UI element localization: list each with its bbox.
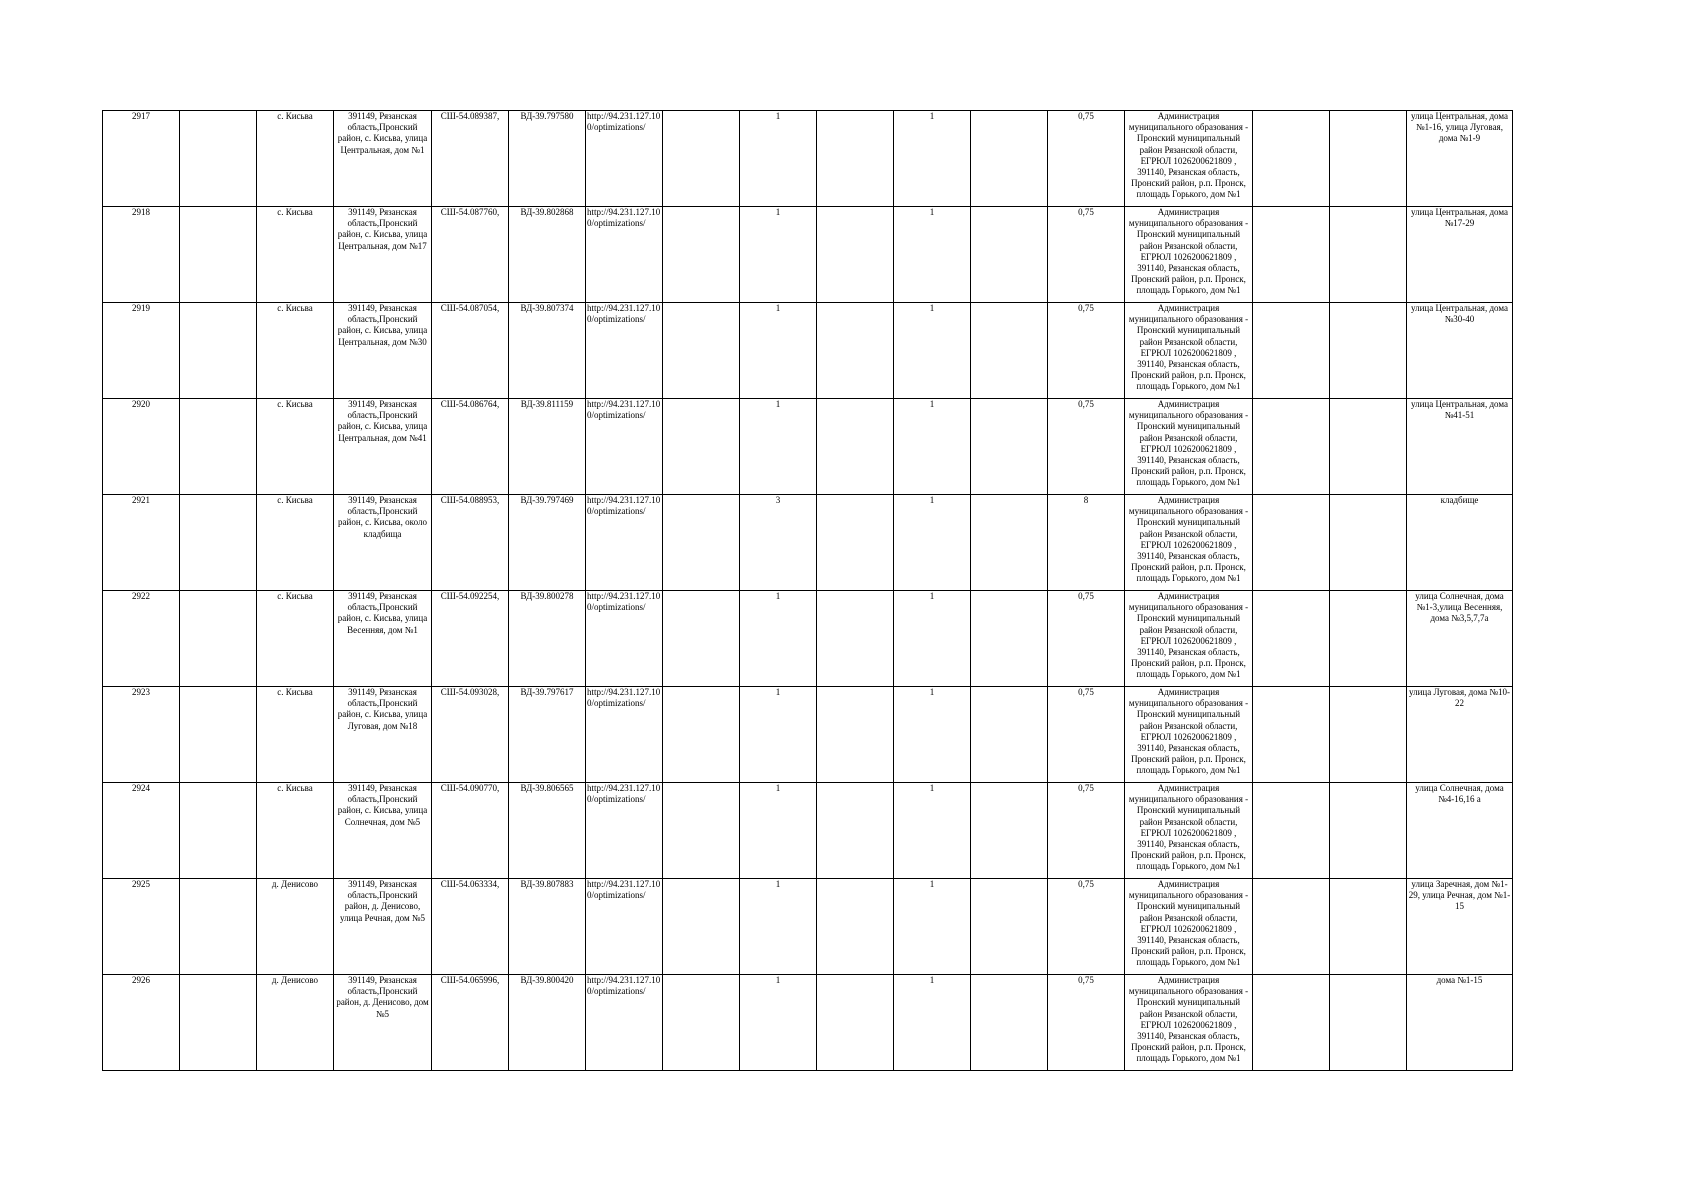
settlement-cell: с. Кисьва <box>257 111 334 207</box>
row-number: 2924 <box>103 783 180 879</box>
owner-cell: Администрация муниципального образования - Пронский муниципальный район Рязанской области, ЕГРЮЛ 1026200621809 , 391140, Рязанская область, Пронский район, р.п. Пронск, площадь Горького, дом №1 <box>1125 495 1253 591</box>
longitude-cell: ВД-39.797469 <box>509 495 586 591</box>
latitude-cell: СШ-54.089387, <box>432 111 509 207</box>
empty-cell <box>180 879 257 975</box>
count-cell: 1 <box>894 111 971 207</box>
address-cell: 391149, Рязанская область,Пронский район, с. Кисьва, улица Луговая, дом №18 <box>334 687 432 783</box>
latitude-cell: СШ-54.063334, <box>432 879 509 975</box>
row-number: 2917 <box>103 111 180 207</box>
volume-cell: 0,75 <box>1048 399 1125 495</box>
count-cell: 1 <box>894 207 971 303</box>
latitude-cell: СШ-54.088953, <box>432 495 509 591</box>
empty-cell <box>180 591 257 687</box>
empty-cell <box>971 303 1048 399</box>
empty-cell <box>971 207 1048 303</box>
longitude-cell: ВД-39.797617 <box>509 687 586 783</box>
address-cell: 391149, Рязанская область,Пронский район, с. Кисьва, улица Весенняя, дом №1 <box>334 591 432 687</box>
empty-cell <box>180 495 257 591</box>
empty-cell <box>663 879 740 975</box>
count-cell: 1 <box>740 303 817 399</box>
empty-cell <box>180 207 257 303</box>
empty-cell <box>971 591 1048 687</box>
empty-cell <box>1330 495 1407 591</box>
empty-cell <box>817 591 894 687</box>
empty-cell <box>1330 687 1407 783</box>
served-objects-cell: улица Центральная, дома №17-29 <box>1407 207 1513 303</box>
count-cell: 1 <box>894 591 971 687</box>
longitude-cell: ВД-39.800278 <box>509 591 586 687</box>
table-row <box>103 783 1513 879</box>
count-cell: 1 <box>740 879 817 975</box>
empty-cell <box>817 975 894 1071</box>
owner-cell: Администрация муниципального образования - Пронский муниципальный район Рязанской области, ЕГРЮЛ 1026200621809 , 391140, Рязанская область, Пронский район, р.п. Пронск, площадь Горького, дом №1 <box>1125 975 1253 1071</box>
empty-cell <box>1330 399 1407 495</box>
count-cell: 1 <box>740 399 817 495</box>
served-objects-cell: улица Центральная, дома №30-40 <box>1407 303 1513 399</box>
empty-cell <box>1253 687 1330 783</box>
empty-cell <box>971 687 1048 783</box>
address-cell: 391149, Рязанская область,Пронский район, с. Кисьва, улица Солнечная, дом №5 <box>334 783 432 879</box>
volume-cell: 0,75 <box>1048 879 1125 975</box>
table-row <box>103 399 1513 495</box>
count-cell: 1 <box>740 975 817 1071</box>
empty-cell <box>971 495 1048 591</box>
owner-cell: Администрация муниципального образования - Пронский муниципальный район Рязанской области, ЕГРЮЛ 1026200621809 , 391140, Рязанская область, Пронский район, р.п. Пронск, площадь Горького, дом №1 <box>1125 687 1253 783</box>
row-number: 2920 <box>103 399 180 495</box>
settlement-cell: д. Денисово <box>257 975 334 1071</box>
count-cell: 1 <box>740 783 817 879</box>
empty-cell <box>663 495 740 591</box>
empty-cell <box>180 111 257 207</box>
address-cell: 391149, Рязанская область,Пронский район, с. Кисьва, улица Центральная, дом №41 <box>334 399 432 495</box>
empty-cell <box>663 111 740 207</box>
owner-cell: Администрация муниципального образования - Пронский муниципальный район Рязанской области, ЕГРЮЛ 1026200621809 , 391140, Рязанская область, Пронский район, р.п. Пронск, площадь Горького, дом №1 <box>1125 591 1253 687</box>
count-cell: 1 <box>894 879 971 975</box>
count-cell: 1 <box>740 687 817 783</box>
empty-cell <box>817 303 894 399</box>
empty-cell <box>817 495 894 591</box>
owner-cell: Администрация муниципального образования - Пронский муниципальный район Рязанской области, ЕГРЮЛ 1026200621809 , 391140, Рязанская область, Пронский район, р.п. Пронск, площадь Горького, дом №1 <box>1125 111 1253 207</box>
served-objects-cell: улица Солнечная, дома №1-3,улица Весенняя, дома №3,5,7,7а <box>1407 591 1513 687</box>
empty-cell <box>1253 111 1330 207</box>
count-cell: 1 <box>740 591 817 687</box>
empty-cell <box>1330 879 1407 975</box>
link-cell: http://94.231.127.100/optimizations/ <box>586 207 663 303</box>
volume-cell: 0,75 <box>1048 207 1125 303</box>
empty-cell <box>180 975 257 1071</box>
empty-cell <box>663 207 740 303</box>
empty-cell <box>180 303 257 399</box>
empty-cell <box>971 399 1048 495</box>
empty-cell <box>663 591 740 687</box>
volume-cell: 0,75 <box>1048 783 1125 879</box>
count-cell: 1 <box>894 975 971 1071</box>
count-cell: 1 <box>894 495 971 591</box>
table-row <box>103 207 1513 303</box>
table-row <box>103 879 1513 975</box>
registry-body <box>103 111 1513 1071</box>
empty-cell <box>971 111 1048 207</box>
empty-cell <box>1330 783 1407 879</box>
empty-cell <box>817 207 894 303</box>
empty-cell <box>1330 111 1407 207</box>
count-cell: 3 <box>740 495 817 591</box>
longitude-cell: ВД-39.800420 <box>509 975 586 1071</box>
link-cell: http://94.231.127.100/optimizations/ <box>586 495 663 591</box>
empty-cell <box>817 879 894 975</box>
link-cell: http://94.231.127.100/optimizations/ <box>586 591 663 687</box>
latitude-cell: СШ-54.065996, <box>432 975 509 1071</box>
volume-cell: 0,75 <box>1048 303 1125 399</box>
longitude-cell: ВД-39.802868 <box>509 207 586 303</box>
settlement-cell: с. Кисьва <box>257 399 334 495</box>
settlement-cell: с. Кисьва <box>257 303 334 399</box>
empty-cell <box>663 687 740 783</box>
volume-cell: 0,75 <box>1048 111 1125 207</box>
address-cell: 391149, Рязанская область,Пронский район, с. Кисьва, улица Центральная, дом №30 <box>334 303 432 399</box>
empty-cell <box>180 783 257 879</box>
settlement-cell: с. Кисьва <box>257 495 334 591</box>
empty-cell <box>1330 303 1407 399</box>
empty-cell <box>971 975 1048 1071</box>
longitude-cell: ВД-39.811159 <box>509 399 586 495</box>
empty-cell <box>1253 399 1330 495</box>
link-cell: http://94.231.127.100/optimizations/ <box>586 399 663 495</box>
address-cell: 391149, Рязанская область,Пронский район, с. Кисьва, около кладбища <box>334 495 432 591</box>
registry-table <box>102 110 1513 1071</box>
served-objects-cell: кладбище <box>1407 495 1513 591</box>
row-number: 2926 <box>103 975 180 1071</box>
count-cell: 1 <box>894 399 971 495</box>
row-number: 2925 <box>103 879 180 975</box>
empty-cell <box>817 783 894 879</box>
empty-cell <box>663 975 740 1071</box>
owner-cell: Администрация муниципального образования - Пронский муниципальный район Рязанской области, ЕГРЮЛ 1026200621809 , 391140, Рязанская область, Пронский район, р.п. Пронск, площадь Горького, дом №1 <box>1125 399 1253 495</box>
empty-cell <box>663 783 740 879</box>
served-objects-cell: улица Заречная, дом №1-29, улица Речная, дом №1-15 <box>1407 879 1513 975</box>
link-cell: http://94.231.127.100/optimizations/ <box>586 687 663 783</box>
empty-cell <box>817 399 894 495</box>
count-cell: 1 <box>894 687 971 783</box>
empty-cell <box>1253 207 1330 303</box>
empty-cell <box>180 687 257 783</box>
longitude-cell: ВД-39.807374 <box>509 303 586 399</box>
link-cell: http://94.231.127.100/optimizations/ <box>586 975 663 1071</box>
settlement-cell: с. Кисьва <box>257 591 334 687</box>
empty-cell <box>971 783 1048 879</box>
address-cell: 391149, Рязанская область,Пронский район, д. Денисово, улица Речная, дом №5 <box>334 879 432 975</box>
longitude-cell: ВД-39.806565 <box>509 783 586 879</box>
count-cell: 1 <box>740 111 817 207</box>
link-cell: http://94.231.127.100/optimizations/ <box>586 303 663 399</box>
row-number: 2918 <box>103 207 180 303</box>
empty-cell <box>663 399 740 495</box>
settlement-cell: с. Кисьва <box>257 207 334 303</box>
settlement-cell: д. Денисово <box>257 879 334 975</box>
empty-cell <box>1253 303 1330 399</box>
latitude-cell: СШ-54.087054, <box>432 303 509 399</box>
owner-cell: Администрация муниципального образования - Пронский муниципальный район Рязанской области, ЕГРЮЛ 1026200621809 , 391140, Рязанская область, Пронский район, р.п. Пронск, площадь Горького, дом №1 <box>1125 783 1253 879</box>
served-objects-cell: улица Центральная, дома №1-16, улица Луговая, дома №1-9 <box>1407 111 1513 207</box>
latitude-cell: СШ-54.090770, <box>432 783 509 879</box>
owner-cell: Администрация муниципального образования - Пронский муниципальный район Рязанской области, ЕГРЮЛ 1026200621809 , 391140, Рязанская область, Пронский район, р.п. Пронск, площадь Горького, дом №1 <box>1125 207 1253 303</box>
table-row <box>103 111 1513 207</box>
row-number: 2922 <box>103 591 180 687</box>
settlement-cell: с. Кисьва <box>257 783 334 879</box>
volume-cell: 0,75 <box>1048 975 1125 1071</box>
empty-cell <box>1253 975 1330 1071</box>
volume-cell: 8 <box>1048 495 1125 591</box>
latitude-cell: СШ-54.086764, <box>432 399 509 495</box>
volume-cell: 0,75 <box>1048 591 1125 687</box>
served-objects-cell: улица Центральная, дома №41-51 <box>1407 399 1513 495</box>
latitude-cell: СШ-54.087760, <box>432 207 509 303</box>
volume-cell: 0,75 <box>1048 687 1125 783</box>
table-row <box>103 591 1513 687</box>
owner-cell: Администрация муниципального образования - Пронский муниципальный район Рязанской области, ЕГРЮЛ 1026200621809 , 391140, Рязанская область, Пронский район, р.п. Пронск, площадь Горького, дом №1 <box>1125 303 1253 399</box>
table-row <box>103 303 1513 399</box>
empty-cell <box>971 879 1048 975</box>
longitude-cell: ВД-39.797580 <box>509 111 586 207</box>
link-cell: http://94.231.127.100/optimizations/ <box>586 879 663 975</box>
link-cell: http://94.231.127.100/optimizations/ <box>586 111 663 207</box>
served-objects-cell: улица Солнечная, дома №4-16,16 а <box>1407 783 1513 879</box>
served-objects-cell: улица Луговая, дома №10-22 <box>1407 687 1513 783</box>
link-cell: http://94.231.127.100/optimizations/ <box>586 783 663 879</box>
latitude-cell: СШ-54.092254, <box>432 591 509 687</box>
empty-cell <box>1253 591 1330 687</box>
empty-cell <box>1253 783 1330 879</box>
empty-cell <box>1330 975 1407 1071</box>
address-cell: 391149, Рязанская область,Пронский район, с. Кисьва, улица Центральная, дом №17 <box>334 207 432 303</box>
table-row <box>103 495 1513 591</box>
row-number: 2923 <box>103 687 180 783</box>
empty-cell <box>1253 879 1330 975</box>
served-objects-cell: дома №1-15 <box>1407 975 1513 1071</box>
count-cell: 1 <box>894 783 971 879</box>
empty-cell <box>663 303 740 399</box>
count-cell: 1 <box>740 207 817 303</box>
empty-cell <box>180 399 257 495</box>
address-cell: 391149, Рязанская область,Пронский район, д. Денисово, дом №5 <box>334 975 432 1071</box>
table-row <box>103 975 1513 1071</box>
empty-cell <box>1253 495 1330 591</box>
empty-cell <box>817 687 894 783</box>
empty-cell <box>817 111 894 207</box>
row-number: 2921 <box>103 495 180 591</box>
longitude-cell: ВД-39.807883 <box>509 879 586 975</box>
empty-cell <box>1330 591 1407 687</box>
row-number: 2919 <box>103 303 180 399</box>
table-row <box>103 687 1513 783</box>
count-cell: 1 <box>894 303 971 399</box>
address-cell: 391149, Рязанская область,Пронский район, с. Кисьва, улица Центральная, дом №1 <box>334 111 432 207</box>
latitude-cell: СШ-54.093028, <box>432 687 509 783</box>
owner-cell: Администрация муниципального образования - Пронский муниципальный район Рязанской области, ЕГРЮЛ 1026200621809 , 391140, Рязанская область, Пронский район, р.п. Пронск, площадь Горького, дом №1 <box>1125 879 1253 975</box>
empty-cell <box>1330 207 1407 303</box>
settlement-cell: с. Кисьва <box>257 687 334 783</box>
